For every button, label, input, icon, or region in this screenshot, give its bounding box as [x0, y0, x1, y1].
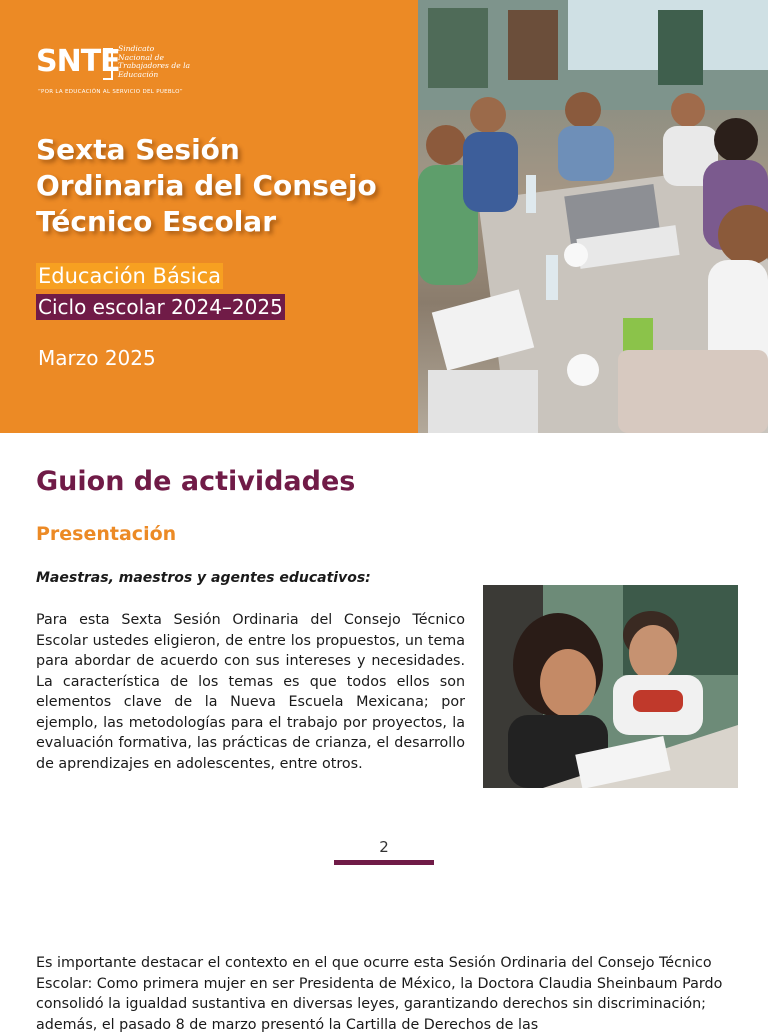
body-paragraph: Para esta Sexta Sesión Ordinaria del Consejo Técnico Escolar ustedes eligieron, de entre los propuestos, un tema para abordar de acuerdo con sus intereses y necesidades. La característica de los temas es que todos ellos son elementos clave de la Nueva Escuela Mexicana; por ejemplo, las metodologías para el trabajo por proyectos, la evaluación formativa, las prácticas de crianza, el desarrollo de aprendizajes en adolescentes, entre otros.	[36, 612, 465, 772]
cover-date: Marzo 2025	[38, 346, 156, 370]
school-cycle-label: Ciclo escolar 2024–2025	[38, 295, 283, 319]
teachers-meeting-illustration	[418, 0, 768, 433]
cover-banner	[0, 0, 768, 433]
section-heading: Guion de actividades	[36, 466, 356, 497]
students-photo	[483, 585, 738, 788]
logo-motto: “POR LA EDUCACIÓN AL SERVICIO DEL PUEBLO”	[38, 89, 183, 95]
section-subheading: Presentación	[36, 523, 177, 545]
education-level-label: Educación Básica	[38, 264, 222, 288]
cover-title-line: Técnico Escolar	[36, 205, 277, 238]
logo-frame	[103, 48, 113, 80]
cover-title-line: Sexta Sesión	[36, 133, 240, 166]
cover-orange-panel	[0, 0, 418, 433]
page-number: 2	[379, 838, 389, 856]
logo-mark: SNTE	[36, 44, 120, 79]
cover-title	[36, 132, 416, 240]
page-number-rule	[334, 860, 434, 865]
students-illustration	[483, 585, 738, 788]
snte-logo	[36, 44, 206, 100]
salutation: Maestras, maestros y agentes educativos:	[36, 570, 371, 586]
cover-title-line: Ordinaria del Consejo	[36, 169, 377, 202]
body-paragraph: Es importante destacar el contexto en el que ocurre esta Sesión Ordinaria del Consejo Técnico Escolar: Como primera mujer en ser Presidenta de México, la Doctora Claudia Sheinbaum Pardo consolidó la igualdad sustantiva en diversas leyes, garantizando derechos sin discriminación; además, el pasado 8 de marzo presentó la Cartilla de Derechos de las	[36, 955, 723, 1033]
logo-organization-name: Sindicato Nacional de Trabajadores de la Educación	[118, 44, 191, 79]
teachers-meeting-photo	[418, 0, 768, 433]
